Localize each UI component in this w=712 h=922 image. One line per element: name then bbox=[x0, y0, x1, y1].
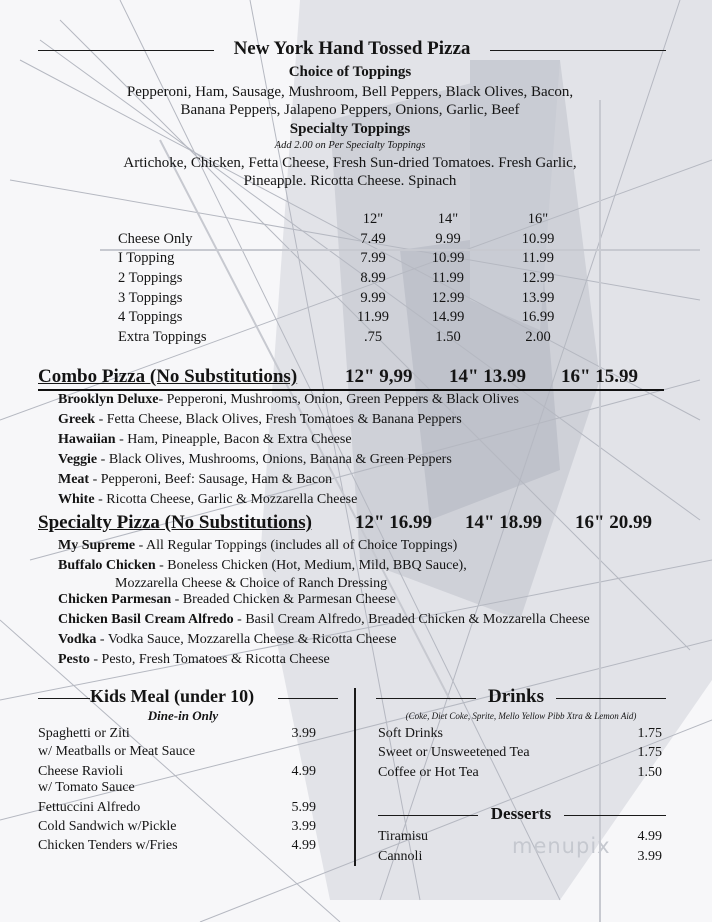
price-cell: 2.00 bbox=[525, 328, 551, 345]
row-label: 3 Toppings bbox=[118, 289, 183, 306]
list-item: White - Ricotta Cheese, Garlic & Mozzarella Cheese bbox=[58, 492, 358, 507]
desserts-heading: Desserts bbox=[490, 804, 552, 823]
specialty-pizza-heading bbox=[38, 512, 312, 534]
table-row bbox=[118, 328, 588, 348]
title-rule-left bbox=[38, 50, 214, 51]
desserts-item: Tiramisu bbox=[378, 829, 429, 844]
list-item: Veggie - Black Olives, Mushrooms, Onions, Banana & Green Peppers bbox=[58, 452, 452, 467]
kids-price: 4.99 bbox=[291, 838, 316, 853]
kids-item: w/ Tomato Sauce bbox=[38, 780, 135, 795]
row-label: 4 Toppings bbox=[118, 309, 183, 326]
price-cell: 9.99 bbox=[360, 289, 386, 306]
kids-item: w/ Meatballs or Meat Sauce bbox=[38, 744, 196, 759]
combo-price-16: 16" 15.99 bbox=[561, 366, 639, 387]
specialty-toppings-heading: Specialty Toppings bbox=[289, 121, 411, 137]
drinks-note: (Coke, Diet Coke, Sprite, Mello Yellow Pibb Xtra & Lemon Aid) bbox=[405, 711, 637, 721]
drinks-price: 1.75 bbox=[637, 745, 662, 760]
list-item: Buffalo Chicken - Boneless Chicken (Hot, Medium, Mild, BBQ Sauce), bbox=[58, 558, 467, 573]
price-cell: 16.99 bbox=[521, 309, 555, 326]
drinks-heading: Drinks bbox=[488, 686, 544, 707]
column-divider bbox=[354, 688, 356, 866]
list-item: Vodka - Vodka Sauce, Mozzarella Cheese & Ricotta Cheese bbox=[58, 632, 397, 647]
choice-line-1: Pepperoni, Ham, Sausage, Mushroom, Bell Peppers, Black Olives, Bacon, bbox=[126, 84, 574, 100]
specialty-toppings-note: Add 2.00 on Per Specialty Toppings bbox=[274, 140, 426, 151]
specialty-price-14: 14" 18.99 bbox=[465, 512, 543, 533]
price-cell: 11.99 bbox=[431, 270, 465, 287]
combo-heading-label: Combo Pizza (No Substitutions) bbox=[38, 366, 298, 387]
choice-line-2: Banana Peppers, Jalapeno Peppers, Onions, Garlic, Beef bbox=[180, 102, 520, 118]
list-item: Hawaiian - Ham, Pineapple, Bacon & Extra Cheese bbox=[58, 432, 352, 447]
price-cell: 13.99 bbox=[521, 289, 555, 306]
kids-price: 3.99 bbox=[291, 819, 316, 834]
drinks-item: Coffee or Hot Tea bbox=[378, 765, 479, 780]
price-cell: 10.99 bbox=[431, 250, 465, 267]
nyhtp-title: New York Hand Tossed Pizza bbox=[233, 38, 471, 59]
price-cell: 12.99 bbox=[521, 270, 555, 287]
kids-rule-right bbox=[278, 698, 338, 699]
kids-price: 4.99 bbox=[291, 764, 316, 779]
kids-price: 5.99 bbox=[291, 800, 316, 815]
drinks-item: Sweet or Unsweetened Tea bbox=[378, 745, 530, 760]
row-label: 2 Toppings bbox=[118, 270, 183, 287]
price-cell: 1.50 bbox=[435, 328, 461, 345]
list-item: Brooklyn Deluxe- Pepperoni, Mushrooms, Onion, Green Peppers & Black Olives bbox=[58, 392, 519, 407]
list-item: Chicken Basil Cream Alfredo - Basil Cream Alfredo, Breaded Chicken & Mozzarella Cheese bbox=[58, 612, 590, 627]
specialty-pizza-heading-label: Specialty Pizza (No Substitutions) bbox=[38, 512, 312, 533]
drinks-price: 1.50 bbox=[637, 765, 662, 780]
desserts-rule-left bbox=[378, 815, 478, 816]
row-label: Extra Toppings bbox=[118, 328, 207, 345]
choice-heading: Choice of Toppings bbox=[288, 64, 412, 80]
drinks-item: Soft Drinks bbox=[378, 726, 443, 741]
price-cell: 12.99 bbox=[431, 289, 465, 306]
price-cell: 8.99 bbox=[360, 270, 386, 287]
kids-item: Chicken Tenders w/Fries bbox=[38, 838, 178, 853]
list-item: Pesto - Pesto, Fresh Tomatoes & Ricotta Cheese bbox=[58, 652, 330, 667]
desserts-price: 4.99 bbox=[637, 829, 662, 844]
desserts-rule-right bbox=[564, 815, 666, 816]
price-cell: 7.49 bbox=[360, 230, 386, 247]
combo-price-14: 14" 13.99 bbox=[449, 366, 527, 387]
price-cell: 7.99 bbox=[360, 250, 386, 267]
table-row bbox=[118, 230, 588, 250]
pizza-size-price-table bbox=[118, 210, 588, 347]
price-cell: 11.99 bbox=[521, 250, 555, 267]
kids-heading: Kids Meal (under 10) bbox=[90, 686, 255, 706]
row-label: Cheese Only bbox=[118, 230, 193, 247]
size-12: 12" bbox=[362, 211, 384, 228]
list-item: Chicken Parmesan - Breaded Chicken & Parmesan Cheese bbox=[58, 592, 396, 607]
price-cell: .75 bbox=[363, 328, 383, 345]
specialty-price-16: 16" 20.99 bbox=[575, 512, 653, 533]
table-row bbox=[118, 308, 588, 328]
size-16: 16" bbox=[527, 211, 549, 228]
kids-item: Fettuccini Alfredo bbox=[38, 800, 141, 815]
size-14: 14" bbox=[437, 211, 459, 228]
combo-underline bbox=[38, 389, 664, 391]
kids-rule-left bbox=[38, 698, 90, 699]
price-cell: 10.99 bbox=[521, 230, 555, 247]
table-row bbox=[118, 269, 588, 289]
row-label: I Topping bbox=[118, 250, 175, 267]
list-item: My Supreme - All Regular Toppings (includes all of Choice Toppings) bbox=[58, 538, 458, 553]
kids-item: Cold Sandwich w/Pickle bbox=[38, 819, 177, 834]
size-header-row bbox=[118, 210, 588, 230]
price-cell: 11.99 bbox=[356, 309, 390, 326]
table-row bbox=[118, 249, 588, 269]
kids-price: 3.99 bbox=[291, 726, 316, 741]
list-item: Mozzarella Cheese & Choice of Ranch Dressing bbox=[115, 576, 388, 591]
list-item: Greek - Fetta Cheese, Black Olives, Fresh Tomatoes & Banana Peppers bbox=[58, 412, 462, 427]
combo-heading bbox=[38, 366, 297, 388]
list-item: Meat - Pepperoni, Beef: Sausage, Ham & Bacon bbox=[58, 472, 333, 487]
menupix-watermark: menupix bbox=[512, 834, 611, 858]
title-rule-right bbox=[490, 50, 666, 51]
kids-item: Spaghetti or Ziti bbox=[38, 726, 130, 741]
price-cell: 14.99 bbox=[431, 309, 465, 326]
desserts-item: Cannoli bbox=[378, 849, 423, 864]
table-row bbox=[118, 288, 588, 308]
kids-item: Cheese Ravioli bbox=[38, 764, 124, 779]
combo-price-12: 12" 9,99 bbox=[345, 366, 413, 387]
specialty-line-2: Pineapple. Ricotta Cheese. Spinach bbox=[243, 173, 457, 189]
drinks-price: 1.75 bbox=[637, 726, 662, 741]
price-cell: 9.99 bbox=[435, 230, 461, 247]
kids-note: Dine-in Only bbox=[147, 708, 219, 723]
specialty-price-12: 12" 16.99 bbox=[355, 512, 433, 533]
specialty-line-1: Artichoke, Chicken, Fetta Cheese, Fresh Sun-dried Tomatoes. Fresh Garlic, bbox=[123, 155, 577, 171]
drinks-rule-left bbox=[376, 698, 476, 699]
drinks-rule-right bbox=[556, 698, 666, 699]
desserts-price: 3.99 bbox=[637, 849, 662, 864]
